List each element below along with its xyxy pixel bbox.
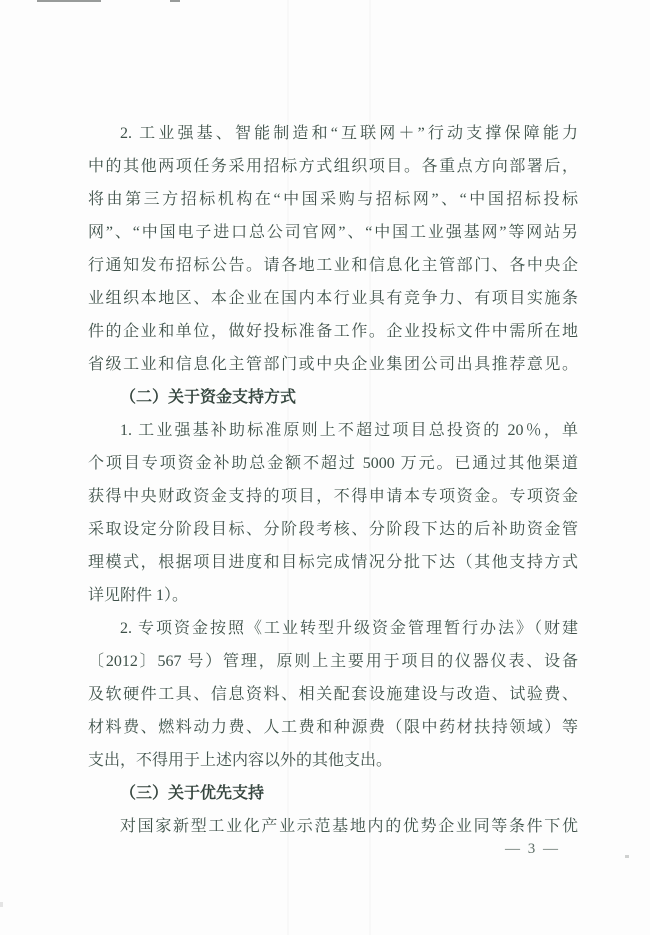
text-line: 2. 工业强基、智能制造和“互联网＋”行动支撑保障能力: [120, 125, 578, 142]
text-line: 件的企业和单位，做好投标准备工作。企业投标文件中需所在地: [88, 323, 578, 340]
text-line: 理模式，根据项目进度和目标完成情况分批下达（其他支持方式: [88, 554, 578, 571]
text-line: 2. 专项资金按照《工业转型升级资金管理暂行办法》（财建: [120, 620, 578, 637]
text-line: 将由第三方招标机构在“中国采购与招标网”、“中国招标投标: [88, 191, 578, 208]
text-line: 中的其他两项任务采用招标方式组织项目。各重点方向部署后，: [88, 158, 578, 175]
text-line: 详见附件 1）。: [88, 587, 189, 604]
scan-artifact: [170, 0, 180, 2]
text-line: 省级工业和信息化主管部门或中央企业集团公司出具推荐意见。: [88, 356, 578, 373]
text-line: 支出，不得用于上述内容以外的其他支出。: [88, 752, 393, 769]
body-text-block: [88, 117, 578, 843]
text-line: 材料费、燃料动力费、人工费和种源费（限中药材扶持领域）等: [88, 719, 578, 736]
scan-artifact: [625, 855, 629, 858]
text-line: 行通知发布招标公告。请各地工业和信息化主管部门、各中央企: [88, 257, 578, 274]
text-line: 采取设定分阶段目标、分阶段考核、分阶段下达的后补助资金管: [88, 521, 578, 538]
text-line: 获得中央财政资金支持的项目，不得申请本专项资金。专项资金: [88, 488, 578, 505]
scan-artifact: [0, 902, 3, 907]
scan-artifact: [37, 0, 101, 2]
text-line: 网”、“中国电子进口总公司官网”、“中国工业强基网”等网站另: [88, 224, 578, 241]
text-line: 个项目专项资金补助总金额不超过 5000 万元。已通过其他渠道: [88, 455, 578, 472]
text-line: 1. 工业强基补助标准原则上不超过项目总投资的 20％，单: [120, 422, 578, 439]
text-line: 业组织本地区、本企业在国内本行业具有竞争力、有项目实施条: [88, 290, 578, 307]
text-line: 对国家新型工业化产业示范基地内的优势企业同等条件下优: [120, 818, 578, 835]
text-line: 及软硬件工具、信息资料、相关配套设施建设与改造、试验费、: [88, 686, 578, 703]
page-number: — 3 —: [505, 841, 560, 857]
text-line: 〔2012〕567 号）管理，原则上主要用于项目的仪器仪表、设备: [88, 653, 578, 670]
section-heading-priority: （三）关于优先支持: [120, 785, 265, 802]
section-heading-funding: （二）关于资金支持方式: [120, 389, 297, 406]
